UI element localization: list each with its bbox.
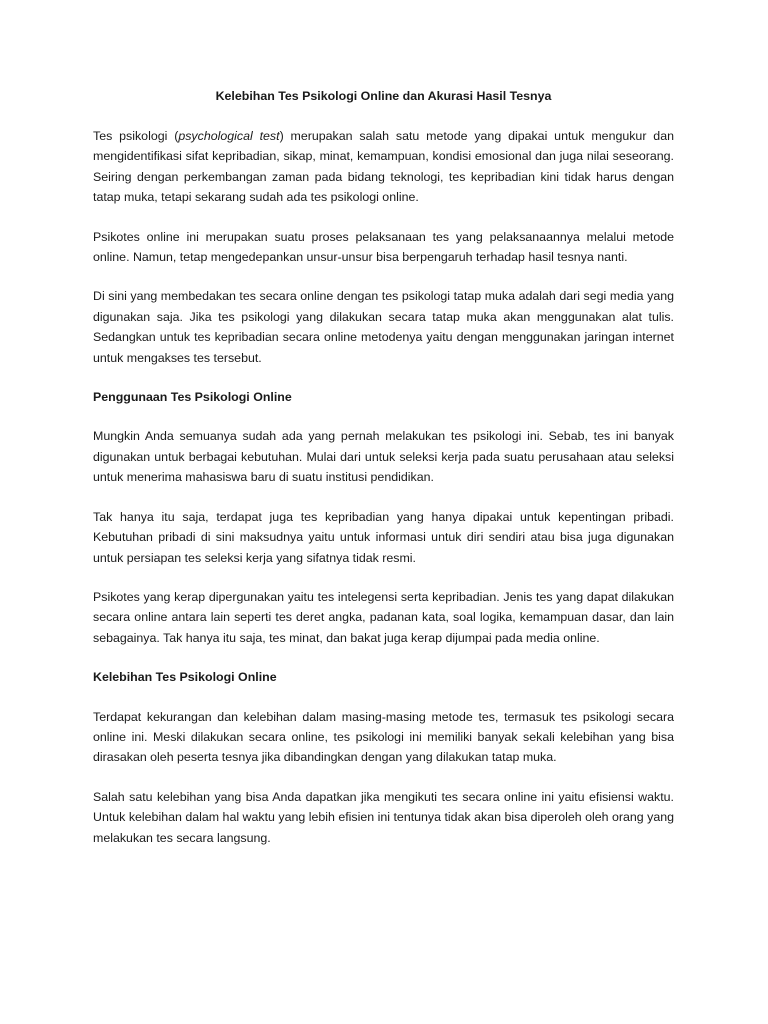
paragraph-2: Psikotes online ini merupakan suatu proses pelaksanaan tes yang pelaksanaannya melalui metode online. Namun, tetap mengedepankan unsur-unsur bisa berpengaruh terhadap hasil tesnya nanti. — [93, 229, 674, 265]
section-heading-penggunaan: Penggunaan Tes Psikologi Online — [93, 390, 292, 405]
document-title: Kelebihan Tes Psikologi Online dan Akurasi Hasil Tesnya — [215, 89, 552, 103]
paragraph-3: Di sini yang membedakan tes secara online dengan tes psikologi tatap muka adalah dari segi media yang digunakan saja. Jika tes psikologi yang dilakukan secara tatap muka akan menggunakan alat tulis. Sedangkan untuk tes kepribadian secara online metodenya yaitu dengan menggunakan jaringan internet untuk mengakses tes tersebut. — [93, 289, 674, 365]
paragraph-5: Tak hanya itu saja, terdapat juga tes kepribadian yang hanya dipakai untuk kepentingan pribadi. Kebutuhan pribadi di sini maksudnya yaitu untuk informasi untuk diri sendiri atau bisa juga digunakan untuk persiapan tes seleksi kerja yang sifatnya tidak resmi. — [93, 509, 674, 565]
intro-text-before: Tes psikologi ( — [93, 129, 179, 143]
paragraph-intro — [93, 126, 674, 208]
section-heading-kelebihan: Kelebihan Tes Psikologi Online — [93, 670, 277, 685]
intro-text-after: ) merupakan salah satu metode yang dipakai untuk mengukur dan mengidentifikasi sifat kepribadian, sikap, minat, kemampuan, kondisi emosional dan juga nilai seseorang. Seiring dengan perkembangan zaman pada bidang teknologi, tes kepribadian kini tidak harus dengan tatap muka, tetapi sekarang sudah ada tes psikologi online. — [93, 129, 674, 205]
intro-text-italic: psychological test — [178, 129, 280, 143]
paragraph-6: Psikotes yang kerap dipergunakan yaitu tes intelegensi serta kepribadian. Jenis tes yang dapat dilakukan secara online antara lain seperti tes deret angka, padanan kata, soal logika, kemampuan dasar, dan lain sebagainya. Tak hanya itu saja, tes minat, dan bakat juga kerap dijumpai pada media online. — [93, 589, 674, 645]
paragraph-4: Mungkin Anda semuanya sudah ada yang pernah melakukan tes psikologi ini. Sebab, tes ini banyak digunakan untuk berbagai kebutuhan. Mulai dari untuk seleksi kerja pada suatu perusahaan atau seleksi untuk menerima mahasiswa baru di suatu institusi pendidikan. — [93, 429, 674, 485]
paragraph-8: Salah satu kelebihan yang bisa Anda dapatkan jika mengikuti tes secara online ini yaitu efisiensi waktu. Untuk kelebihan dalam hal waktu yang lebih efisien ini tentunya tidak akan bisa diperoleh oleh orang yang melakukan tes secara langsung. — [93, 789, 674, 845]
paragraph-7: Terdapat kekurangan dan kelebihan dalam masing-masing metode tes, termasuk tes psikologi secara online ini. Meski dilakukan secara online, tes psikologi ini memiliki banyak sekali kelebihan yang bisa dirasakan oleh peserta tesnya jika dibandingkan dengan yang dilakukan tatap muka. — [93, 709, 674, 765]
document-page — [93, 86, 674, 867]
